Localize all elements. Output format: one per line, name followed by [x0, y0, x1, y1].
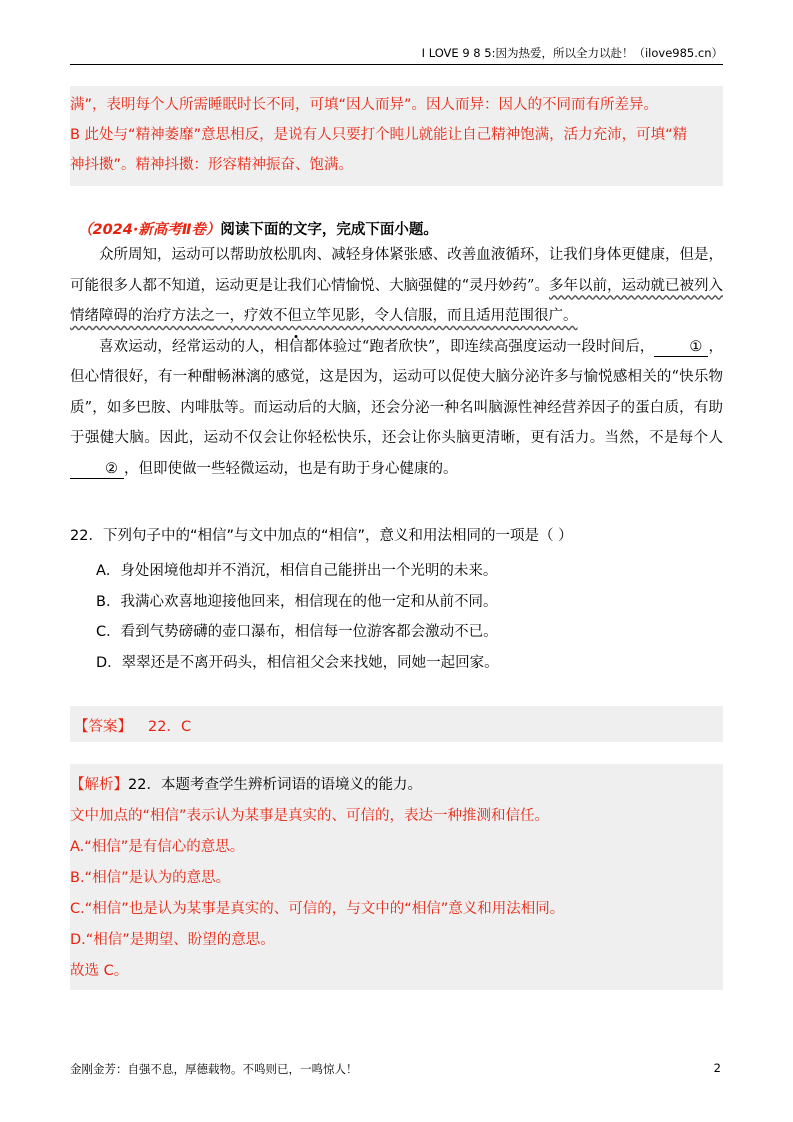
analysis-line: D.“相信”是期望、盼望的意思。: [70, 932, 275, 948]
header-divider: [70, 64, 723, 65]
wavy-underlined-sentence: 多年以前，运动就已被列入情绪障碍的治疗方法之一，疗效不但立竿见影，令人信服，而且适用范围很广。: [70, 277, 723, 324]
analysis-content: [70, 770, 564, 987]
passage-text: 众所周知，运动可以帮助放松肌肉、减轻身体紧张感、改善血液循环，让我们身体更健康，但是，可能很多人都不知道，运动更是让我们心情愉悦、大脑强健的“灵丹妙药”。: [70, 247, 723, 294]
analysis-label: 【解析】: [70, 777, 128, 793]
footer-motto: 金刚金芳：自强不息，厚德载物。不鸣则已，一鸣惊人！: [70, 1062, 358, 1076]
answer-label: 【答案】: [74, 719, 132, 735]
question-instruction: 阅读下面的文字，完成下面小题。: [220, 222, 438, 238]
answer-value: 22．C: [148, 719, 192, 735]
prev-explanation-box: [70, 86, 723, 186]
prev-explanation-line: 神抖擞”。精神抖擞：形容精神振奋、饱满。: [70, 157, 354, 173]
analysis-line: 文中加点的“相信”表示认为某事是真实的、可信的，表达一种推测和信任。: [70, 808, 550, 824]
option-a: A．身处困境他却并不消沉，相信自己能拼出一个光明的未来。: [96, 563, 498, 579]
analysis-line: 故选 C。: [70, 963, 129, 979]
analysis-box: [70, 764, 723, 990]
question-options: [96, 556, 499, 678]
question-22: 22．下列句子中的“相信”与文中加点的“相信”，意义和用法相同的一项是（ ）: [70, 528, 573, 544]
passage-text: ，但即使做一些轻微运动，也是有助于身心健康的。: [124, 460, 458, 477]
analysis-first-line: [70, 770, 564, 801]
passage-text: 喜欢运动，经常运动的人，相: [99, 338, 289, 355]
analysis-line: B.“相信”是认为的意思。: [70, 870, 231, 886]
analysis-line: C.“相信”也是认为某事是真实的、可信的，与文中的“相信”意义和用法相同。: [70, 901, 565, 917]
option-d: D．翠翠还是不离开码头，相信祖父会来找她，同她一起回家。: [96, 654, 499, 671]
blank-2: ②: [70, 460, 124, 479]
analysis-intro: 22．本题考查学生辨析词语的语境义的能力。: [128, 777, 422, 793]
passage-paragraph-1: [70, 240, 723, 332]
answer-box: [70, 706, 723, 742]
passage-paragraph-2: [70, 332, 723, 485]
option-b: B．我满心欢喜地迎接他回来，相信现在的他一定和从前不同。: [96, 593, 498, 610]
analysis-line: A.“相信”是有信心的意思。: [70, 839, 245, 855]
page-header: I LOVE 9 8 5:因为热爱，所以全力以赴！（ilove985.cn）: [421, 46, 723, 60]
prev-explanation-line: 满”，表明每个人所需睡眠时长不同，可填“因人而异”。因人而异：因人的不同而有所差异。: [70, 97, 659, 113]
passage-text: ，但心情很好，有一种酣畅淋漓的感觉，这是因为，运动可以促使大脑分泌许多与愉悦感相关的“快乐物质”，如多巴胺、内啡肽等。而运动后的大脑，还会分泌一种名叫脑源性神经营养因子的蛋白质，有助于强健大脑。因此，运动不仅会让你轻松快乐，还会让你头脑更清晰，更有活力。当然，不是每个人: [70, 338, 724, 446]
blank-1: ①: [654, 338, 708, 357]
option-c: C．看到气势磅礴的壶口瀑布，相信每一位游客都会激动不已。: [96, 624, 498, 640]
prev-explanation-line: B 此处与“精神萎靡”意思相反，是说有人只要打个盹儿就能让自己精神饱满，活力充沛，可填“精: [70, 127, 688, 143]
page-number: 2: [713, 1061, 721, 1075]
question-title: [78, 218, 438, 239]
dotted-character: 信: [288, 338, 304, 355]
question-source: （2024·新高考Ⅱ卷）: [78, 222, 221, 238]
reading-passage: [70, 240, 723, 484]
passage-text: 都体验过“跑者欣快”，即连续高强度运动一段时间后，: [303, 338, 655, 355]
